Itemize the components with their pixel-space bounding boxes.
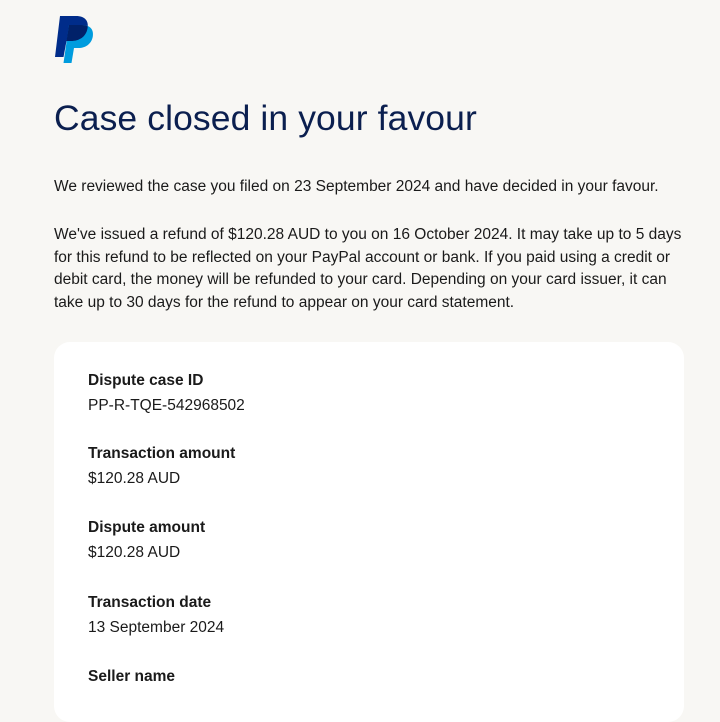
- transaction-date-field: [88, 593, 224, 638]
- dispute-case-id-label: Dispute case ID: [88, 372, 204, 389]
- dispute-amount-label: Dispute amount: [88, 519, 206, 536]
- dispute-amount-value: $120.28 AUD: [88, 544, 181, 561]
- seller-name-label: Seller name: [88, 668, 176, 685]
- refund-paragraph: We've issued a refund of $120.28 AUD to you on 16 October 2024. It may take up to 5 days for this refund to be reflected on your PayPal account or bank. If you paid using a credit or debit card, the money will be refunded to your card. Depending on your card issuer, it can take up to 30 days for the refund to appear on your card statement.: [54, 226, 682, 311]
- review-paragraph: We reviewed the case you filed on 23 September 2024 and have decided in your favour.: [54, 178, 659, 195]
- page-title: Case closed in your favour: [54, 98, 477, 138]
- transaction-amount-value: $120.28 AUD: [88, 470, 181, 487]
- dispute-case-id-field: [88, 371, 245, 416]
- transaction-amount-field: [88, 444, 235, 489]
- transaction-amount-label: Transaction amount: [88, 445, 236, 462]
- transaction-date-label: Transaction date: [88, 594, 212, 611]
- dispute-amount-field: [88, 518, 205, 563]
- case-details-card: [54, 342, 684, 722]
- paypal-logo-icon: [54, 15, 96, 65]
- dispute-case-id-value: PP-R-TQE-542968502: [88, 397, 245, 414]
- transaction-date-value: 13 September 2024: [88, 619, 225, 636]
- seller-name-field: [88, 667, 175, 687]
